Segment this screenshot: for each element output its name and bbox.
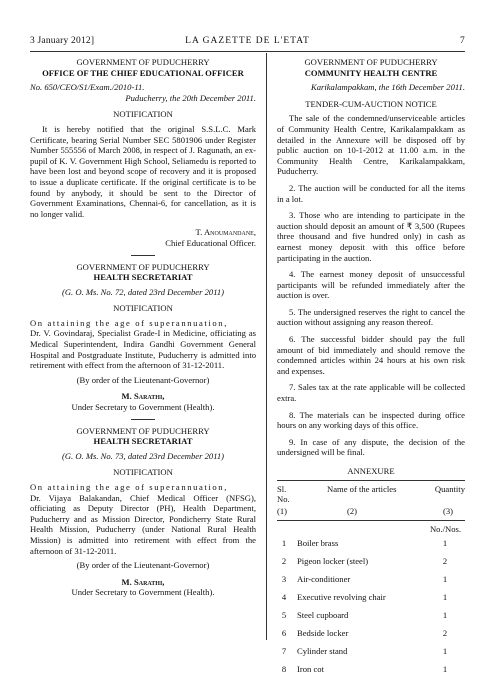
table-row bbox=[277, 610, 465, 628]
notice-govt: GOVERNMENT OF PUDUCHERRY bbox=[304, 57, 438, 67]
auction-para-1: The sale of the condemned/unserviceable articles of Community Health Centre, Karikalampakkam as detailed in the Annexure will be disposed off by public auction on 10-1-2012 at 11.00 a.m. in the Community Health Centre, Karikalampakkam, Puducherry. bbox=[277, 113, 465, 177]
table-row bbox=[277, 538, 465, 556]
col-header-name: Name of the articles bbox=[327, 483, 397, 494]
notice-health-72 bbox=[30, 262, 256, 413]
cell-sl: 1 bbox=[281, 538, 287, 549]
cell-sl: 5 bbox=[281, 610, 287, 621]
col-header-qty: Quantity bbox=[434, 483, 465, 494]
cell-qty: 1 bbox=[442, 610, 448, 621]
cell-article: Pigeon locker (steel) bbox=[297, 556, 369, 567]
section-separator bbox=[131, 419, 155, 420]
table-row bbox=[277, 592, 465, 610]
col-number-2: (2) bbox=[347, 505, 358, 516]
table-row bbox=[277, 574, 465, 592]
notice-heading: NOTIFICATION bbox=[113, 303, 173, 314]
notice-ref: (G. O. Ms. No. 72, dated 23rd December 2011) bbox=[61, 286, 225, 297]
notice-heading: NOTIFICATION bbox=[113, 467, 173, 478]
table-row bbox=[277, 664, 465, 682]
auction-para-7: 7. Sales tax at the rate applicable will be collected extra. bbox=[277, 382, 465, 404]
running-header bbox=[30, 36, 465, 50]
annexure-title: ANNEXURE bbox=[347, 466, 395, 476]
cell-qty: 1 bbox=[442, 664, 448, 675]
notice-body-lead: On attaining the age of superannuation, bbox=[30, 482, 228, 492]
cell-qty: 1 bbox=[442, 646, 448, 657]
table-rule bbox=[277, 520, 465, 521]
cell-sl: 7 bbox=[281, 646, 287, 657]
notice-body: Dr. V. Govindaraj, Specialist Grade-I in Medicine, officiating as Medical Superintendent, Indira Gandhi Government General Hospital and Postgraduate Institute, Puducherry is admitted into retirement with effect from the afternoon of 31-12-2011. bbox=[30, 328, 256, 371]
order-line: (By order of the Lieutenant-Governor) bbox=[76, 560, 210, 571]
col-no-label: No. bbox=[277, 494, 290, 505]
notice-body: Dr. Vijaya Balakandan, Chief Medical Officer (NFSG), officiating as Deputy Director (PH), Health Department, Puducherry and as Mission Director, Pondicherry State Rural Health Mission, Puducherry (under National Rural Health Mission) is admitted into retirement with effect from the afternoon of 31-12-2011. bbox=[30, 492, 256, 556]
notice-office: HEALTH SECRETARIAT bbox=[93, 272, 193, 283]
signer-name: M. Sarathi, bbox=[121, 391, 165, 402]
column-divider bbox=[266, 53, 267, 640]
notice-ref: No. 650/CEO/S1/Exam./2010-11. bbox=[30, 82, 145, 93]
notice-ceo bbox=[30, 57, 256, 249]
left-column bbox=[30, 57, 256, 598]
signer-title: Under Secretary to Government (Health). bbox=[71, 402, 215, 413]
signer-name: T. Anoumandane, bbox=[195, 227, 256, 238]
section-separator bbox=[131, 255, 155, 256]
notice-place-date: Puducherry, the 20th December 2011. bbox=[125, 92, 256, 103]
cell-article: Air-conditioner bbox=[297, 574, 351, 585]
notice-govt: GOVERNMENT OF PUDUCHERRY bbox=[76, 57, 210, 67]
right-column bbox=[277, 57, 465, 682]
table-row bbox=[277, 628, 465, 646]
cell-article: Executive revolving chair bbox=[297, 592, 386, 603]
cell-qty: 1 bbox=[442, 538, 448, 549]
cell-qty: 1 bbox=[442, 574, 448, 585]
gazette-title: LA GAZETTE DE L'ETAT bbox=[185, 36, 310, 46]
signer-title: Chief Educational Officer. bbox=[165, 237, 256, 248]
col-sl-label: Sl. bbox=[277, 483, 287, 494]
auction-para-3: 3. Those who are intending to participate in the auction should deposit an amount of ₹ 3,500 (Rupees three thousand and five hundred only) in cash as earnest money deposit with this office before participating in the auction. bbox=[277, 210, 465, 263]
auction-para-2: 2. The auction will be conducted for all the items in a lot. bbox=[277, 182, 465, 204]
cell-sl: 3 bbox=[281, 574, 287, 585]
auction-para-9: 9. In case of any dispute, the decision of the undersigned will be final. bbox=[277, 436, 465, 458]
auction-para-8: 8. The materials can be inspected during office hours on any working days of this office. bbox=[277, 409, 465, 431]
cell-article: Iron cot bbox=[297, 664, 324, 675]
page-number: 7 bbox=[460, 36, 465, 46]
auction-para-5: 5. The undersigned reserves the right to cancel the auction without assigning any reason thereof. bbox=[277, 306, 465, 328]
issue-date: 3 January 2012] bbox=[30, 36, 95, 46]
auction-para-4: 4. The earnest money deposit of unsuccessful participants will be refunded immediately after the auction is over. bbox=[277, 269, 465, 301]
notice-heading: TENDER-CUM-AUCTION NOTICE bbox=[305, 98, 437, 109]
cell-article: Bedside locker bbox=[297, 628, 349, 639]
col-header-sl bbox=[277, 484, 290, 505]
cell-article: Cylinder stand bbox=[297, 646, 348, 657]
notice-ref: (G. O. Ms. No. 73, dated 23rd December 2011) bbox=[61, 450, 225, 461]
col-number-3: (3) bbox=[442, 505, 453, 516]
notice-health-73 bbox=[30, 426, 256, 598]
notice-office: OFFICE OF THE CHIEF EDUCATIONAL OFFICER bbox=[42, 67, 244, 78]
notice-govt: GOVERNMENT OF PUDUCHERRY bbox=[76, 425, 210, 436]
notice-body: It is hereby notified that the original S.S.L.C. Mark Certificate, bearing Serial Number SEC 5801906 under Register Number 555556 of March 2008, in respect of J. Ragunath, an ex-pupil of K. V. Government High School, Seliamedu is reported to have been lost and beyond scope of recovery and it is proposed to issue a duplicate certificate. If the original certificate is to be found by anybody, it should be sent to the Director of Government Examinations, Chennai-6, for cancellation, as it is no longer valid. bbox=[30, 123, 256, 219]
notice-office: COMMUNITY HEALTH CENTRE bbox=[304, 67, 438, 78]
notice-place-date: Karikalampakkam, the 16th December 2011. bbox=[310, 82, 465, 93]
notice-office: HEALTH SECRETARIAT bbox=[93, 436, 193, 447]
table-rule bbox=[277, 480, 465, 481]
signer-title: Under Secretary to Government (Health). bbox=[71, 587, 215, 598]
cell-sl: 4 bbox=[281, 592, 287, 603]
notice-govt: GOVERNMENT OF PUDUCHERRY bbox=[76, 261, 210, 272]
table-row bbox=[277, 646, 465, 664]
header-rule bbox=[30, 51, 465, 52]
cell-qty: 2 bbox=[442, 556, 448, 567]
notice-body-lead: On attaining the age of superannuation, bbox=[30, 317, 228, 328]
signer-name: M. Sarathi, bbox=[121, 576, 165, 587]
order-line: (By order of the Lieutenant-Governor) bbox=[76, 374, 210, 385]
cell-sl: 6 bbox=[281, 628, 287, 639]
notice-heading: NOTIFICATION bbox=[113, 109, 173, 120]
table-row bbox=[277, 556, 465, 574]
cell-qty: 2 bbox=[442, 628, 448, 639]
cell-article: Boiler brass bbox=[297, 538, 339, 549]
auction-para-6: 6. The successful bidder should pay the full amount of bid immediately and should remove the condemned articles within 24 hours at his own risk and expenses. bbox=[277, 334, 465, 376]
cell-article: Steel cupboard bbox=[297, 610, 349, 621]
annexure-header bbox=[277, 484, 465, 517]
cell-sl: 8 bbox=[281, 664, 287, 675]
unit-label: No./Nos. bbox=[429, 523, 461, 534]
cell-sl: 2 bbox=[281, 556, 287, 567]
cell-qty: 1 bbox=[442, 592, 448, 603]
col-number-1: (1) bbox=[277, 505, 288, 516]
